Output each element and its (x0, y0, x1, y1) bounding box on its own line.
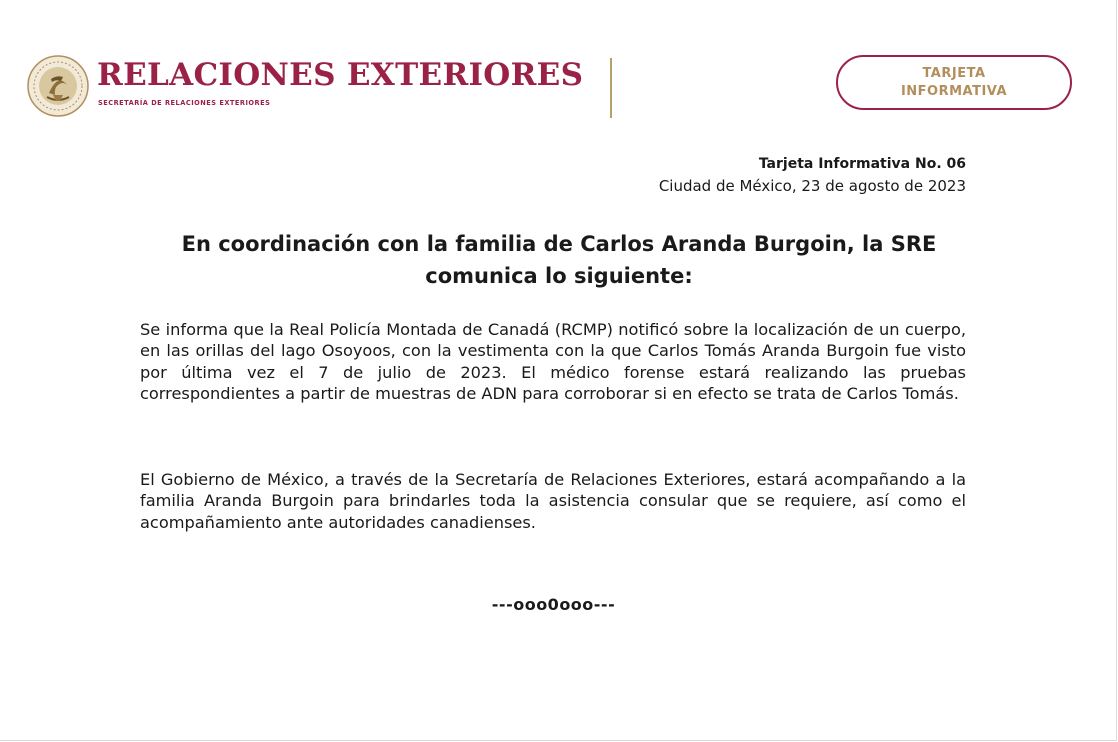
place-date: Ciudad de México, 23 de agosto de 2023 (658, 177, 966, 195)
badge-line-1: TARJETA (922, 65, 986, 81)
body-paragraph-2: El Gobierno de México, a través de la Secretaría de Relaciones Exteriores, estará acompañando a la familia Aranda Burgoin para brindarles toda la asistencia consular que se requiere, así como el acompañamiento ante autoridades canadienses. (140, 470, 966, 532)
reference-number: Tarjeta Informativa No. 06 (758, 156, 966, 172)
headline: En coordinación con la familia de Carlos Aranda Burgoin, la SRE comunica lo siguiente: (181, 232, 937, 288)
coat-of-arms-seal-icon (27, 55, 89, 117)
closing-mark: ---ooo0ooo--- (491, 595, 616, 614)
document-type-badge (836, 55, 1072, 110)
brand-subtitle: SECRETARÍA DE RELACIONES EXTERIORES (98, 99, 271, 107)
header-divider (610, 58, 612, 118)
brand-title: RELACIONES EXTERIORES (97, 57, 584, 93)
badge-line-2: INFORMATIVA (900, 83, 1008, 99)
body-paragraph-1: Se informa que la Real Policía Montada de Canadá (RCMP) notificó sobre la localización de un cuerpo, en las orillas del lago Osoyoos, con la vestimenta con la que Carlos Tomás Aranda Burgoin fue visto por última vez el 7 de julio de 2023. El médico forense estará realizando las pruebas correspondientes a partir de muestras de ADN para corroborar si en efecto se trata de Carlos Tomás. (140, 320, 966, 403)
